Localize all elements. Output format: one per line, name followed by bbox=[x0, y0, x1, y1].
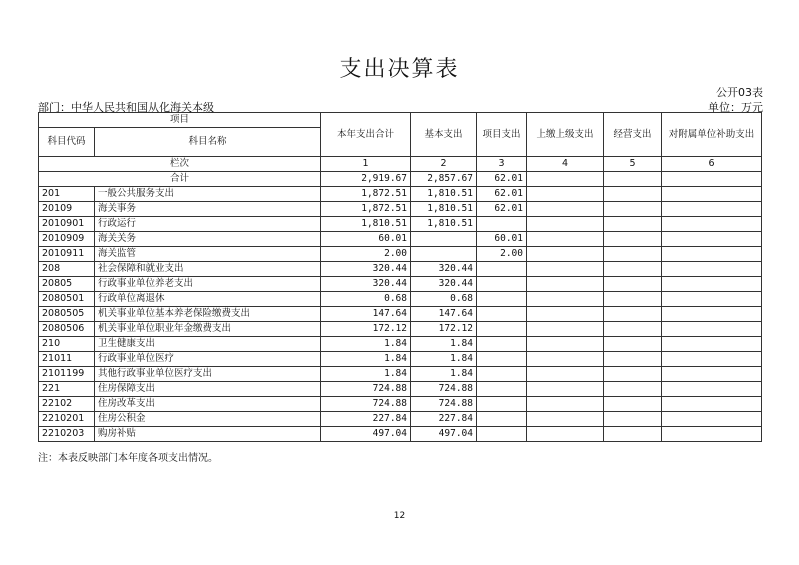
amount-cell bbox=[662, 427, 762, 442]
amount-cell bbox=[662, 247, 762, 262]
subject-name: 行政运行 bbox=[95, 217, 321, 232]
amount-cell bbox=[604, 367, 662, 382]
amount-cell: 60.01 bbox=[321, 232, 411, 247]
subject-code: 2101199 bbox=[39, 367, 95, 382]
subject-name: 海关监管 bbox=[95, 247, 321, 262]
amount-cell bbox=[604, 337, 662, 352]
amount-cell bbox=[662, 262, 762, 277]
amount-cell bbox=[662, 382, 762, 397]
subject-name: 机关事业单位基本养老保险缴费支出 bbox=[95, 307, 321, 322]
amount-cell bbox=[527, 427, 604, 442]
subject-name: 住房改革支出 bbox=[95, 397, 321, 412]
amount-cell bbox=[527, 307, 604, 322]
unit-label: 单位：万元 bbox=[708, 101, 763, 114]
table-row bbox=[39, 412, 762, 427]
amount-cell bbox=[527, 277, 604, 292]
amount-cell bbox=[527, 247, 604, 262]
amount-cell bbox=[662, 232, 762, 247]
amount-cell bbox=[477, 337, 527, 352]
form-number: 公开03表 bbox=[716, 86, 763, 99]
amount-cell bbox=[477, 292, 527, 307]
amount-cell bbox=[527, 232, 604, 247]
subject-name: 海关关务 bbox=[95, 232, 321, 247]
header-row-item bbox=[39, 113, 762, 128]
index-label: 栏次 bbox=[39, 157, 321, 172]
amount-cell: 1.84 bbox=[321, 337, 411, 352]
amount-cell bbox=[604, 427, 662, 442]
amount-cell: 62.01 bbox=[477, 187, 527, 202]
amount-cell bbox=[477, 322, 527, 337]
amount-cell bbox=[477, 412, 527, 427]
amount-cell bbox=[527, 202, 604, 217]
total-value: 2,919.67 bbox=[321, 172, 411, 187]
subject-code: 2010909 bbox=[39, 232, 95, 247]
table-row bbox=[39, 382, 762, 397]
amount-cell bbox=[604, 187, 662, 202]
amount-cell: 724.88 bbox=[411, 397, 477, 412]
total-value: 2,857.67 bbox=[411, 172, 477, 187]
amount-cell bbox=[604, 352, 662, 367]
amount-cell bbox=[527, 367, 604, 382]
table-note: 注：本表反映部门本年度各项支出情况。 bbox=[38, 453, 218, 464]
table-row bbox=[39, 352, 762, 367]
amount-cell bbox=[662, 187, 762, 202]
amount-cell: 147.64 bbox=[411, 307, 477, 322]
page-title: 支出决算表 bbox=[339, 57, 460, 82]
amount-cell: 320.44 bbox=[411, 262, 477, 277]
amount-cell: 2.00 bbox=[321, 247, 411, 262]
subject-code: 208 bbox=[39, 262, 95, 277]
amount-cell bbox=[527, 412, 604, 427]
amount-cell: 172.12 bbox=[411, 322, 477, 337]
subject-code: 2080505 bbox=[39, 307, 95, 322]
amount-cell bbox=[662, 202, 762, 217]
amount-cell bbox=[411, 232, 477, 247]
amount-cell bbox=[477, 262, 527, 277]
index-value: 2 bbox=[411, 157, 477, 172]
amount-cell bbox=[527, 322, 604, 337]
amount-cell: 172.12 bbox=[321, 322, 411, 337]
amount-cell bbox=[604, 262, 662, 277]
amount-cell bbox=[662, 217, 762, 232]
amount-cell: 1.84 bbox=[321, 367, 411, 382]
amount-cell bbox=[604, 412, 662, 427]
amount-cell bbox=[411, 247, 477, 262]
amount-cell: 724.88 bbox=[411, 382, 477, 397]
amount-cell bbox=[604, 292, 662, 307]
table-row bbox=[39, 307, 762, 322]
amount-cell: 1,872.51 bbox=[321, 202, 411, 217]
expenditure-table bbox=[38, 112, 762, 442]
subject-name: 行政事业单位医疗 bbox=[95, 352, 321, 367]
amount-cell: 1.84 bbox=[321, 352, 411, 367]
table-row bbox=[39, 292, 762, 307]
amount-cell bbox=[662, 397, 762, 412]
amount-cell: 724.88 bbox=[321, 397, 411, 412]
amount-cell bbox=[527, 187, 604, 202]
subject-code: 2010901 bbox=[39, 217, 95, 232]
amount-cell bbox=[527, 397, 604, 412]
amount-cell bbox=[477, 397, 527, 412]
amount-cell bbox=[604, 397, 662, 412]
subject-code: 20109 bbox=[39, 202, 95, 217]
amount-cell bbox=[662, 277, 762, 292]
amount-cell: 1.84 bbox=[411, 352, 477, 367]
amount-cell: 227.84 bbox=[321, 412, 411, 427]
subject-name: 住房保障支出 bbox=[95, 382, 321, 397]
total-value bbox=[604, 172, 662, 187]
amount-cell: 1,810.51 bbox=[411, 187, 477, 202]
header-col-6: 对附属单位补助支出 bbox=[662, 113, 762, 157]
amount-cell: 320.44 bbox=[321, 262, 411, 277]
subject-code: 2080501 bbox=[39, 292, 95, 307]
table-row bbox=[39, 277, 762, 292]
amount-cell bbox=[527, 262, 604, 277]
amount-cell bbox=[527, 217, 604, 232]
amount-cell: 227.84 bbox=[411, 412, 477, 427]
amount-cell bbox=[662, 412, 762, 427]
amount-cell: 60.01 bbox=[477, 232, 527, 247]
subject-name: 行政事业单位养老支出 bbox=[95, 277, 321, 292]
header-col-2: 基本支出 bbox=[411, 113, 477, 157]
total-value bbox=[527, 172, 604, 187]
subject-name: 机关事业单位职业年金缴费支出 bbox=[95, 322, 321, 337]
amount-cell bbox=[604, 247, 662, 262]
amount-cell bbox=[604, 322, 662, 337]
index-value: 3 bbox=[477, 157, 527, 172]
amount-cell: 724.88 bbox=[321, 382, 411, 397]
subject-code: 20805 bbox=[39, 277, 95, 292]
department-label: 部门：中华人民共和国从化海关本级 bbox=[38, 101, 214, 114]
subject-name: 卫生健康支出 bbox=[95, 337, 321, 352]
subject-name: 社会保障和就业支出 bbox=[95, 262, 321, 277]
index-value: 5 bbox=[604, 157, 662, 172]
table-row bbox=[39, 217, 762, 232]
table-row bbox=[39, 247, 762, 262]
index-value: 1 bbox=[321, 157, 411, 172]
subject-name: 一般公共服务支出 bbox=[95, 187, 321, 202]
amount-cell bbox=[662, 352, 762, 367]
amount-cell bbox=[527, 382, 604, 397]
amount-cell: 320.44 bbox=[321, 277, 411, 292]
amount-cell bbox=[662, 337, 762, 352]
index-row bbox=[39, 157, 762, 172]
amount-cell bbox=[527, 352, 604, 367]
header-col-4: 上缴上级支出 bbox=[527, 113, 604, 157]
amount-cell bbox=[477, 427, 527, 442]
amount-cell: 1,810.51 bbox=[411, 217, 477, 232]
amount-cell bbox=[662, 322, 762, 337]
table-row bbox=[39, 202, 762, 217]
header-col-5: 经营支出 bbox=[604, 113, 662, 157]
amount-cell bbox=[604, 217, 662, 232]
subject-code: 2210203 bbox=[39, 427, 95, 442]
amount-cell: 1,872.51 bbox=[321, 187, 411, 202]
amount-cell: 62.01 bbox=[477, 202, 527, 217]
amount-cell bbox=[604, 202, 662, 217]
total-value bbox=[662, 172, 762, 187]
amount-cell bbox=[604, 307, 662, 322]
header-item: 项目 bbox=[39, 113, 321, 128]
amount-cell bbox=[477, 307, 527, 322]
table-row bbox=[39, 322, 762, 337]
amount-cell bbox=[477, 277, 527, 292]
subject-name: 其他行政事业单位医疗支出 bbox=[95, 367, 321, 382]
subject-name: 海关事务 bbox=[95, 202, 321, 217]
table-row bbox=[39, 427, 762, 442]
table-row bbox=[39, 337, 762, 352]
amount-cell: 2.00 bbox=[477, 247, 527, 262]
table-row bbox=[39, 262, 762, 277]
amount-cell bbox=[477, 217, 527, 232]
page-number: 12 bbox=[393, 511, 406, 521]
amount-cell bbox=[527, 292, 604, 307]
subject-name: 行政单位离退休 bbox=[95, 292, 321, 307]
header-col-3: 项目支出 bbox=[477, 113, 527, 157]
amount-cell bbox=[604, 382, 662, 397]
amount-cell: 0.68 bbox=[411, 292, 477, 307]
header-code: 科目代码 bbox=[39, 128, 95, 157]
amount-cell: 497.04 bbox=[321, 427, 411, 442]
table-row bbox=[39, 187, 762, 202]
amount-cell bbox=[662, 367, 762, 382]
index-value: 4 bbox=[527, 157, 604, 172]
subject-code: 2010911 bbox=[39, 247, 95, 262]
amount-cell: 1.84 bbox=[411, 367, 477, 382]
total-row bbox=[39, 172, 762, 187]
amount-cell bbox=[527, 337, 604, 352]
subject-code: 2080506 bbox=[39, 322, 95, 337]
subject-name: 住房公积金 bbox=[95, 412, 321, 427]
total-value: 62.01 bbox=[477, 172, 527, 187]
amount-cell: 0.68 bbox=[321, 292, 411, 307]
subject-code: 21011 bbox=[39, 352, 95, 367]
table-row bbox=[39, 232, 762, 247]
amount-cell: 147.64 bbox=[321, 307, 411, 322]
amount-cell: 1,810.51 bbox=[411, 202, 477, 217]
total-label: 合计 bbox=[39, 172, 321, 187]
table-row bbox=[39, 367, 762, 382]
amount-cell bbox=[477, 382, 527, 397]
index-value: 6 bbox=[662, 157, 762, 172]
subject-code: 22102 bbox=[39, 397, 95, 412]
subject-code: 210 bbox=[39, 337, 95, 352]
table-row bbox=[39, 397, 762, 412]
amount-cell: 497.04 bbox=[411, 427, 477, 442]
amount-cell bbox=[604, 232, 662, 247]
header-col-1: 本年支出合计 bbox=[321, 113, 411, 157]
amount-cell bbox=[477, 352, 527, 367]
amount-cell: 1.84 bbox=[411, 337, 477, 352]
amount-cell bbox=[662, 292, 762, 307]
amount-cell bbox=[604, 277, 662, 292]
subject-code: 201 bbox=[39, 187, 95, 202]
subject-code: 2210201 bbox=[39, 412, 95, 427]
amount-cell bbox=[477, 367, 527, 382]
subject-name: 购房补贴 bbox=[95, 427, 321, 442]
header-name: 科目名称 bbox=[95, 128, 321, 157]
subject-code: 221 bbox=[39, 382, 95, 397]
amount-cell bbox=[662, 307, 762, 322]
amount-cell: 320.44 bbox=[411, 277, 477, 292]
amount-cell: 1,810.51 bbox=[321, 217, 411, 232]
